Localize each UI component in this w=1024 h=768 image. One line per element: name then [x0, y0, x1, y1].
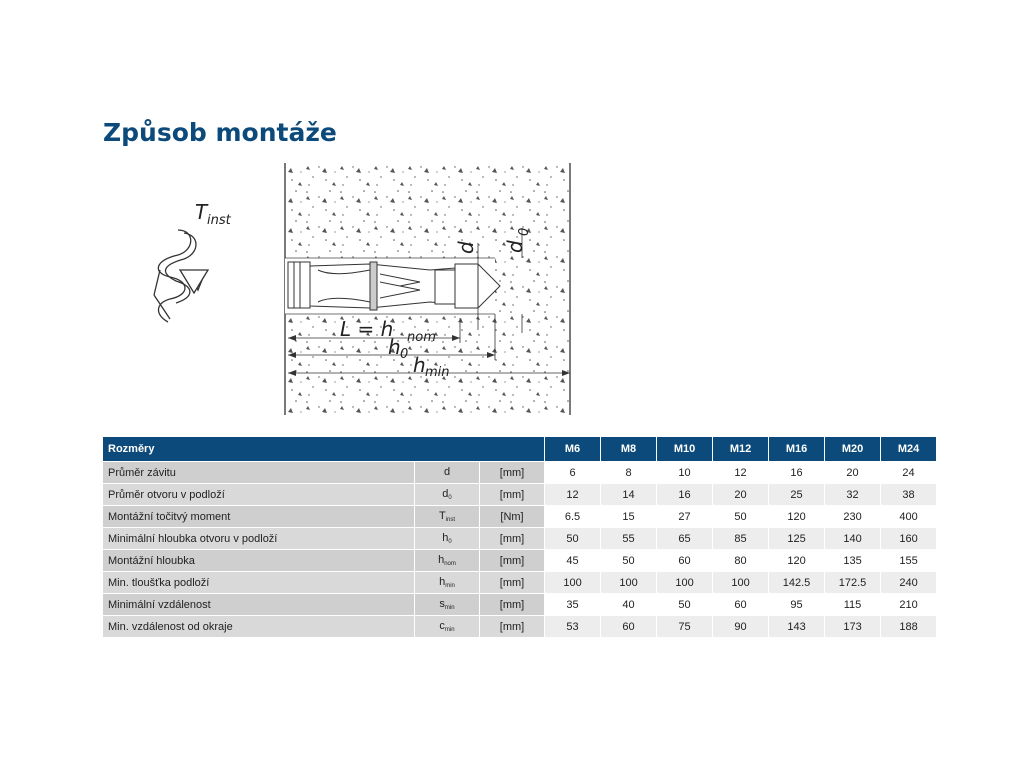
row-value: 50 [601, 550, 657, 572]
page-title: Způsob montáže [103, 118, 337, 147]
row-value: 25 [769, 484, 825, 506]
anchor-section-diagram [270, 158, 580, 418]
row-symbol: d [442, 488, 449, 500]
row-value: 55 [601, 528, 657, 550]
row-symbol: h [439, 576, 446, 588]
row-name: Montážní hloubka [103, 550, 415, 572]
row-value: 172.5 [825, 572, 881, 594]
row-name: Montážní točitvý moment [103, 506, 415, 528]
row-value: 38 [881, 484, 937, 506]
row-symbol: T [438, 510, 446, 522]
row-name: Min. vzdálenost od okraje [103, 616, 415, 638]
row-value: 100 [601, 572, 657, 594]
header-size: M12 [713, 437, 769, 462]
row-symbol-cell [415, 462, 480, 484]
row-value: 155 [881, 550, 937, 572]
row-value: 50 [657, 594, 713, 616]
header-size: M6 [545, 437, 601, 462]
row-value: 115 [825, 594, 881, 616]
row-value: 60 [657, 550, 713, 572]
row-value: 6 [545, 462, 601, 484]
row-symbol-sub: 0 [448, 495, 452, 501]
row-symbol-sub: 0 [448, 539, 452, 545]
table-row [103, 572, 937, 594]
row-value: 240 [881, 572, 937, 594]
dim-label-hmin: h [413, 353, 426, 377]
row-value: 12 [545, 484, 601, 506]
torque-diagram [140, 195, 250, 330]
row-value: 160 [881, 528, 937, 550]
dim-label-L-sub: nom [407, 330, 436, 345]
row-unit: [mm] [480, 594, 545, 616]
row-symbol: h [438, 554, 445, 566]
row-value: 60 [601, 616, 657, 638]
dim-label-h0-sub: 0 [400, 347, 409, 362]
row-name: Minimální vzdálenost [103, 594, 415, 616]
table-row [103, 528, 937, 550]
row-symbol-sub: min [444, 605, 455, 611]
header-size: M16 [769, 437, 825, 462]
row-symbol-sub: min [445, 583, 455, 589]
table-row [103, 484, 937, 506]
row-value: 143 [769, 616, 825, 638]
row-value: 400 [881, 506, 937, 528]
header-size: M20 [825, 437, 881, 462]
row-name: Minimální hloubka otvoru v podloží [103, 528, 415, 550]
row-symbol-cell [415, 528, 480, 550]
row-value: 125 [769, 528, 825, 550]
row-value: 100 [657, 572, 713, 594]
header-size: M10 [657, 437, 713, 462]
row-value: 8 [601, 462, 657, 484]
row-symbol-cell [415, 616, 480, 638]
table-row [103, 594, 937, 616]
header-size: M24 [881, 437, 937, 462]
row-value: 45 [545, 550, 601, 572]
dim-label-hmin-sub: min [425, 365, 450, 380]
table-row [103, 550, 937, 572]
rotation-arrow-icon [154, 230, 208, 322]
row-value: 16 [769, 462, 825, 484]
row-value: 15 [601, 506, 657, 528]
row-value: 20 [713, 484, 769, 506]
row-value: 75 [657, 616, 713, 638]
row-value: 50 [545, 528, 601, 550]
row-unit: [mm] [480, 572, 545, 594]
row-value: 120 [769, 506, 825, 528]
torque-label: T [195, 200, 208, 224]
row-value: 188 [881, 616, 937, 638]
row-unit: [mm] [480, 616, 545, 638]
row-unit: [mm] [480, 462, 545, 484]
row-symbol-cell [415, 572, 480, 594]
dim-label-d: d [454, 241, 478, 254]
row-value: 32 [825, 484, 881, 506]
row-symbol-cell [415, 506, 480, 528]
table-row [103, 462, 937, 484]
table-header-row [103, 437, 937, 462]
row-value: 173 [825, 616, 881, 638]
row-symbol: h [442, 532, 449, 544]
row-unit: [Nm] [480, 506, 545, 528]
row-symbol: s [439, 598, 445, 610]
dim-label-L: L = h [340, 317, 394, 341]
row-value: 35 [545, 594, 601, 616]
row-value: 100 [713, 572, 769, 594]
row-value: 100 [545, 572, 601, 594]
table-row [103, 506, 937, 528]
row-value: 140 [825, 528, 881, 550]
torque-label-sub: inst [207, 213, 231, 228]
row-unit: [mm] [480, 484, 545, 506]
header-dimensions: Rozměry [103, 437, 545, 462]
dim-label-d0: d [503, 240, 527, 253]
dim-label-h0: h [388, 335, 401, 359]
row-value: 6.5 [545, 506, 601, 528]
row-value: 120 [769, 550, 825, 572]
row-value: 135 [825, 550, 881, 572]
row-unit: [mm] [480, 550, 545, 572]
row-symbol-cell [415, 594, 480, 616]
anchor-icon [288, 262, 500, 310]
table-row [103, 616, 937, 638]
row-value: 10 [657, 462, 713, 484]
row-value: 27 [657, 506, 713, 528]
row-symbol-sub: min [444, 627, 455, 633]
row-value: 14 [601, 484, 657, 506]
row-name: Průměr otvoru v podloží [103, 484, 415, 506]
row-value: 230 [825, 506, 881, 528]
row-value: 65 [657, 528, 713, 550]
row-value: 12 [713, 462, 769, 484]
row-value: 85 [713, 528, 769, 550]
row-symbol-sub: inst [445, 517, 456, 523]
row-value: 90 [713, 616, 769, 638]
row-value: 210 [881, 594, 937, 616]
row-value: 142.5 [769, 572, 825, 594]
row-symbol: c [439, 620, 445, 632]
row-symbol-cell [415, 550, 480, 572]
row-unit: [mm] [480, 528, 545, 550]
dimensions-table [102, 436, 937, 638]
row-name: Min. tloušťka podloží [103, 572, 415, 594]
row-symbol-sub: nom [444, 561, 456, 567]
row-symbol: d [443, 466, 451, 478]
row-name: Průměr závitu [103, 462, 415, 484]
row-value: 60 [713, 594, 769, 616]
row-value: 50 [713, 506, 769, 528]
row-value: 16 [657, 484, 713, 506]
dim-label-d0-sub: 0 [517, 227, 532, 236]
header-size: M8 [601, 437, 657, 462]
row-symbol-cell [415, 484, 480, 506]
row-value: 95 [769, 594, 825, 616]
row-value: 53 [545, 616, 601, 638]
row-value: 24 [881, 462, 937, 484]
row-value: 20 [825, 462, 881, 484]
row-value: 80 [713, 550, 769, 572]
row-value: 40 [601, 594, 657, 616]
